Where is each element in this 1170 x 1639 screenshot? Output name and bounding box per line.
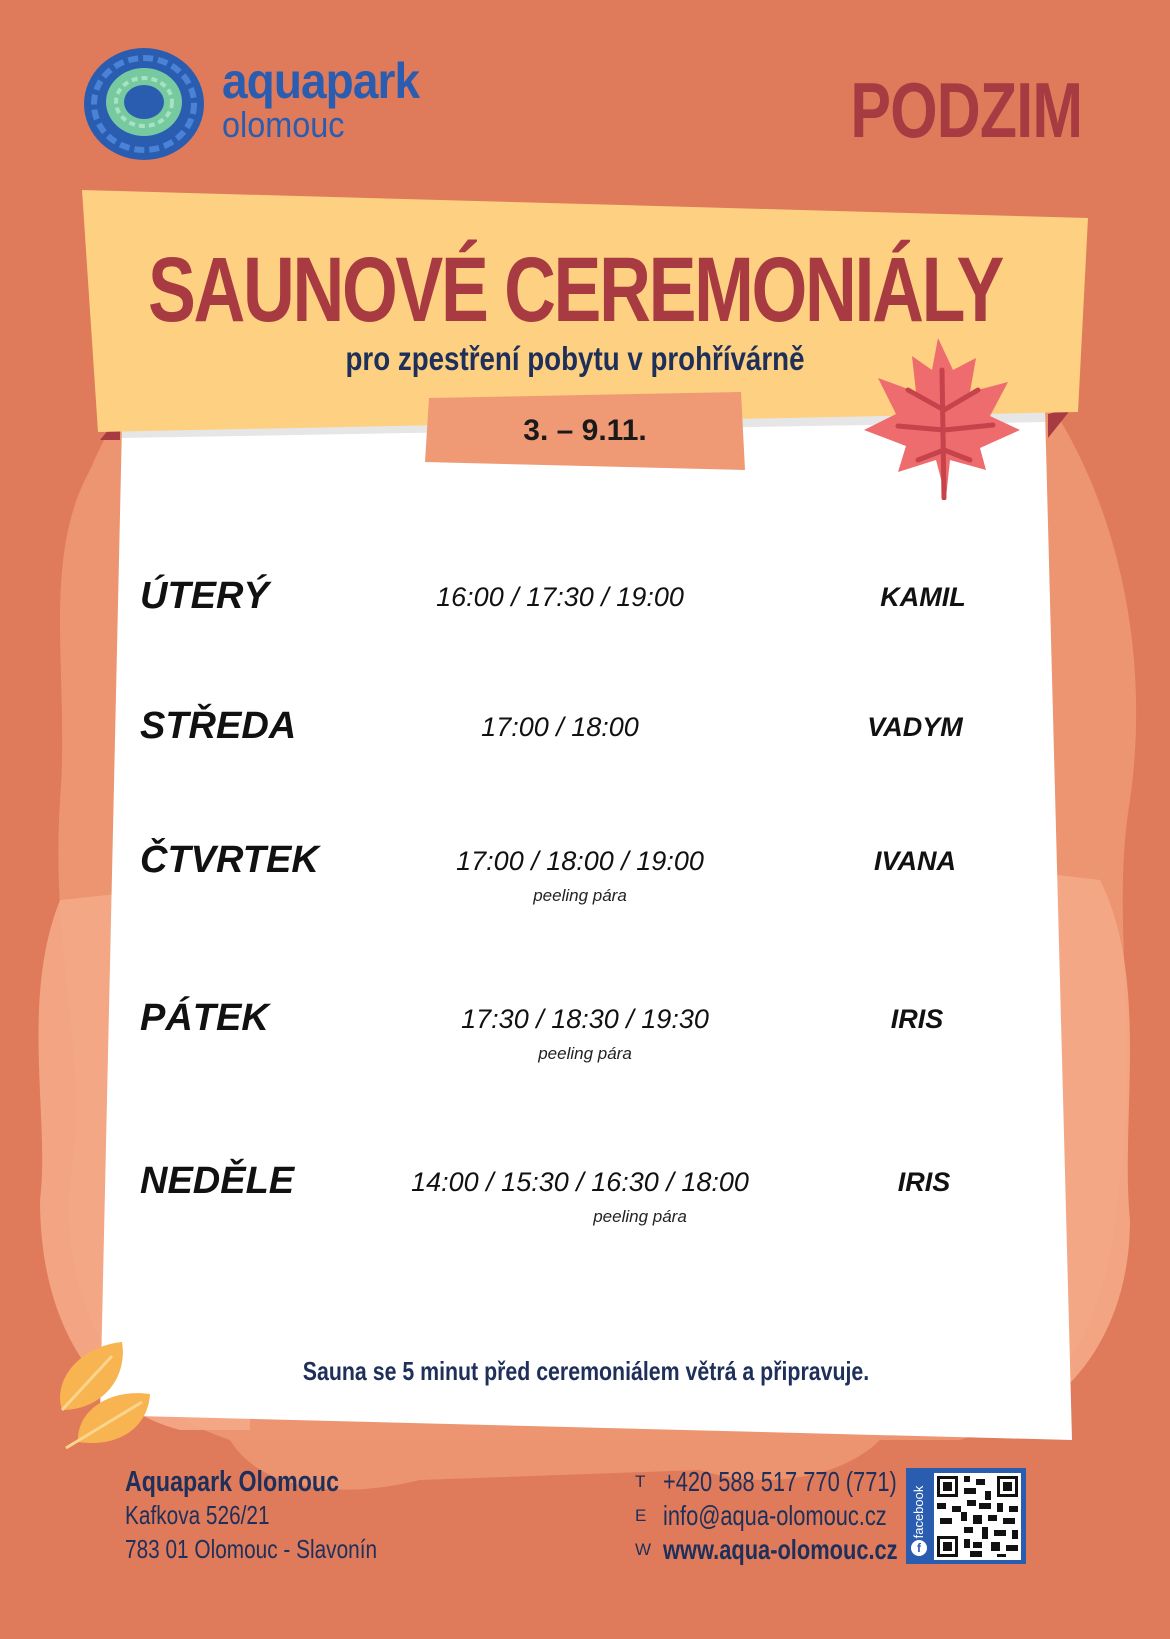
schedule-row bbox=[140, 1159, 980, 1269]
contact-key: T bbox=[635, 1472, 646, 1491]
day-label: ČTVRTEK bbox=[140, 839, 319, 881]
maple-leaf-icon bbox=[858, 330, 1028, 500]
ceremony-times: 16:00 / 17:30 / 19:00 bbox=[436, 582, 684, 612]
contact-key: W bbox=[635, 1540, 652, 1559]
facebook-label: facebook bbox=[911, 1485, 926, 1539]
facebook-icon: f bbox=[911, 1540, 927, 1556]
contact-key: E bbox=[635, 1506, 647, 1525]
host-name: KAMIL bbox=[880, 582, 966, 612]
email-link[interactable]: info@aqua-olomouc.cz bbox=[663, 1500, 887, 1531]
date-range-tag bbox=[425, 392, 745, 470]
autumn-leaves-icon bbox=[52, 1338, 172, 1458]
host-name: IRIS bbox=[890, 1004, 944, 1034]
facebook-qr-block[interactable] bbox=[906, 1468, 1026, 1564]
season-label: PODZIM bbox=[850, 66, 1082, 154]
pool-ring-icon bbox=[82, 46, 206, 162]
ceremony-note: peeling pára bbox=[593, 1207, 687, 1226]
day-label: NEDĚLE bbox=[140, 1160, 295, 1202]
brand-name: aquapark bbox=[222, 53, 420, 109]
phone-number[interactable]: +420 588 517 770 (771) bbox=[663, 1466, 897, 1497]
footer-company-name: Aquapark Olomouc bbox=[125, 1466, 339, 1498]
date-range: 3. – 9.11. bbox=[523, 414, 647, 447]
host-name: IRIS bbox=[897, 1167, 951, 1197]
schedule-row bbox=[140, 996, 980, 1106]
ceremony-note: peeling pára bbox=[533, 886, 627, 905]
ceremony-note: peeling pára bbox=[538, 1044, 632, 1063]
ceremony-times: 17:00 / 18:00 / 19:00 bbox=[456, 846, 704, 876]
day-label: STŘEDA bbox=[140, 705, 297, 747]
ceremony-times: 14:00 / 15:30 / 16:30 / 18:00 bbox=[411, 1167, 749, 1197]
schedule-row bbox=[140, 838, 980, 948]
page-title: SAUNOVÉ CEREMONIÁLY bbox=[147, 239, 1003, 341]
ventilation-notice: Sauna se 5 minut před ceremoniálem větrá a připravuje. bbox=[302, 1356, 870, 1386]
aquapark-logo[interactable] bbox=[82, 46, 522, 166]
host-name: IVANA bbox=[873, 846, 956, 876]
day-label: ÚTERÝ bbox=[140, 575, 269, 617]
ceremony-times: 17:30 / 18:30 / 19:30 bbox=[461, 1004, 709, 1034]
website-link[interactable]: www.aqua-olomouc.cz bbox=[663, 1534, 898, 1565]
schedule-row bbox=[140, 704, 980, 814]
ceremony-times: 17:00 / 18:00 bbox=[481, 712, 639, 742]
brand-city: olomouc bbox=[222, 104, 345, 145]
page-subtitle: pro zpestření pobytu v prohřívárně bbox=[345, 340, 805, 377]
host-name: VADYM bbox=[867, 712, 963, 742]
footer-address-line: Kafkova 526/21 bbox=[125, 1500, 270, 1530]
schedule-row bbox=[140, 574, 980, 684]
day-label: PÁTEK bbox=[140, 997, 269, 1039]
footer-address-line: 783 01 Olomouc - Slavonín bbox=[125, 1534, 378, 1564]
qr-code-icon bbox=[934, 1473, 1021, 1560]
